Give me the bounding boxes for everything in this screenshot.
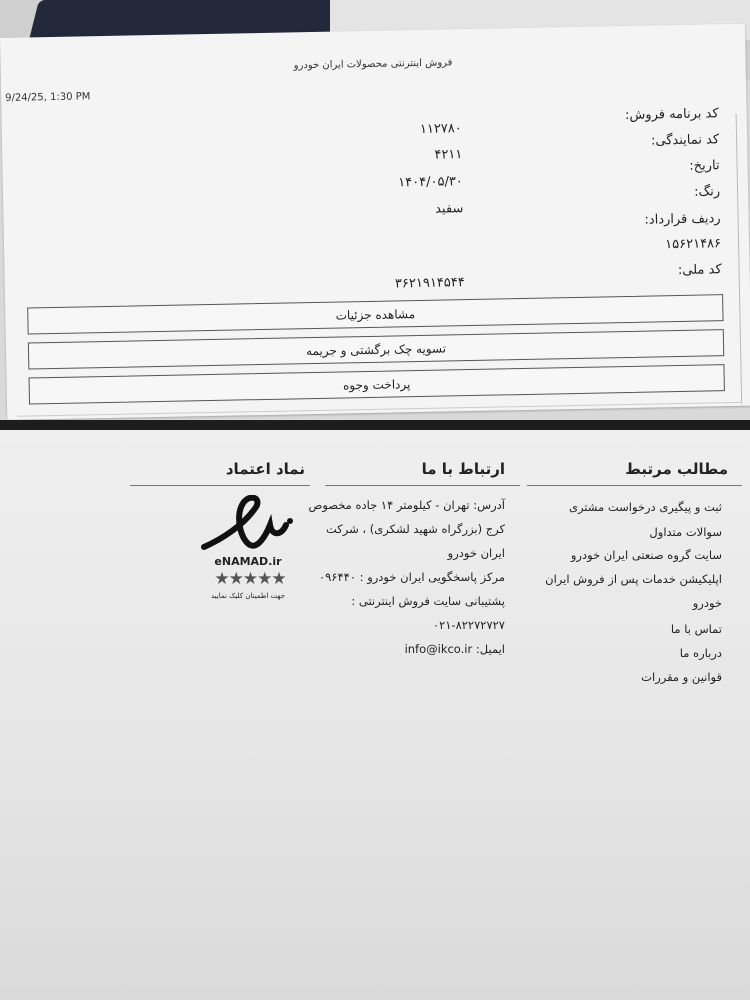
color-label: رنگ: bbox=[694, 184, 721, 200]
page-bottom-line bbox=[17, 402, 742, 417]
contract-value: ۱۵۶۲۱۴۸۶ bbox=[665, 236, 722, 253]
related-link-about[interactable]: درباره ما bbox=[679, 646, 722, 660]
related-link-ikco-group[interactable]: سایت گروه صنعتی ایران خودرو bbox=[570, 548, 722, 562]
contact-address-1: آدرس: تهران - کیلومتر ۱۴ جاده مخصوص bbox=[308, 498, 505, 512]
national-id-label: کد ملی: bbox=[677, 262, 722, 279]
contact-divider bbox=[325, 485, 520, 486]
enamad-stars-icon: ★★★★★ bbox=[214, 569, 286, 589]
enamad-text: eNAMAD.ir bbox=[214, 555, 282, 568]
printed-page-footer bbox=[0, 430, 750, 1000]
agency-label: کد نمایندگی: bbox=[650, 132, 720, 149]
enamad-subtitle: جهت اطمینان کلیک نمایید bbox=[210, 592, 286, 600]
national-id-value: ۳۶۲۱۹۱۴۵۴۴ bbox=[394, 275, 465, 292]
related-link-faq[interactable]: سوالات متداول bbox=[649, 525, 722, 539]
related-divider bbox=[527, 485, 742, 486]
enamad-badge[interactable] bbox=[200, 495, 296, 615]
agency-value: ۴۲۱۱ bbox=[434, 147, 463, 163]
contact-title: ارتباط با ما bbox=[421, 460, 505, 478]
payment-button[interactable]: پرداخت وجوه bbox=[29, 364, 725, 404]
print-date: 9/24/25, 1:30 PM bbox=[5, 91, 91, 104]
related-link-rules[interactable]: قوانین و مقررات bbox=[641, 670, 722, 684]
view-details-button[interactable]: مشاهده جزئیات bbox=[27, 294, 723, 334]
sales-program-label: کد برنامه فروش: bbox=[624, 106, 719, 124]
contact-callcenter: مرکز پاسخگویی ایران خودرو : ۰۹۶۴۴۰ bbox=[318, 570, 505, 584]
sales-program-value: ۱۱۲۷۸۰ bbox=[419, 121, 462, 137]
page-margin-line bbox=[736, 114, 743, 404]
contact-phone[interactable]: ۰۲۱-۸۲۲۷۲۷۲۷ bbox=[432, 618, 505, 632]
color-value: سفید bbox=[435, 201, 464, 217]
contact-email[interactable]: ایمیل: info@ikco.ir bbox=[404, 642, 505, 656]
trust-divider bbox=[130, 485, 310, 486]
printed-page-top bbox=[0, 24, 750, 420]
date-value: ۱۴۰۴/۰۵/۳۰ bbox=[398, 174, 463, 191]
related-link-customer-request[interactable]: ثبت و پیگیری درخواست مشتری bbox=[568, 500, 722, 514]
settle-check-button[interactable]: تسویه چک برگشتی و جریمه bbox=[28, 329, 724, 369]
contact-support: پشتیبانی سایت فروش اینترنتی : bbox=[351, 594, 505, 608]
trust-title: نماد اعتماد bbox=[225, 460, 305, 478]
contact-address-3: ایران خودرو bbox=[447, 546, 505, 560]
contract-label: ردیف قرارداد: bbox=[644, 211, 721, 228]
related-link-contact[interactable]: تماس با ما bbox=[670, 622, 722, 636]
print-header: فروش اینترنتی محصولات ایران خودرو bbox=[293, 57, 453, 72]
related-link-app-cont[interactable]: خودرو bbox=[692, 596, 722, 610]
related-title: مطالب مرتبط bbox=[625, 460, 728, 478]
date-label: تاریخ: bbox=[689, 158, 720, 174]
contact-address-2: کرج (بزرگراه شهید لشکری) ، شرکت bbox=[326, 522, 505, 536]
enamad-logo-icon bbox=[200, 495, 296, 555]
related-link-app[interactable]: اپلیکیشن خدمات پس از فروش ایران bbox=[545, 572, 722, 586]
